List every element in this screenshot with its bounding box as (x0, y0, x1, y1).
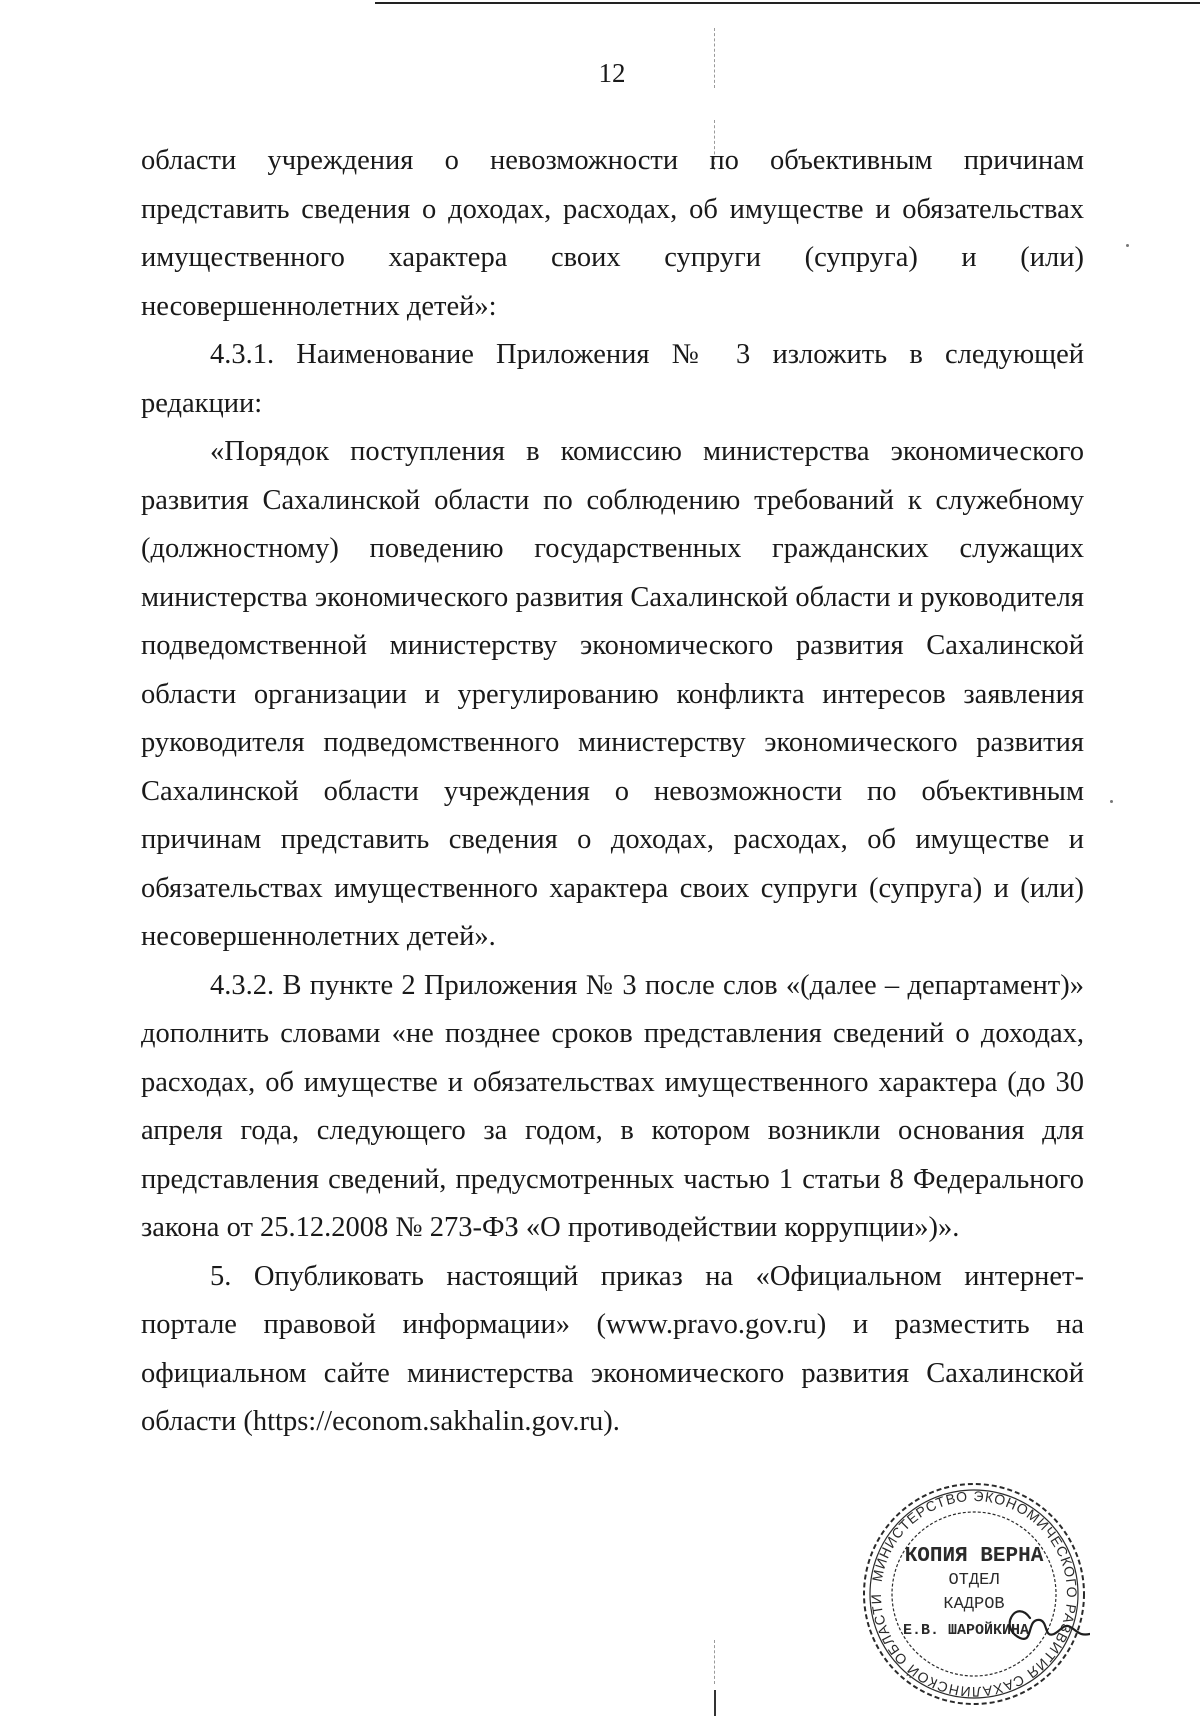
fold-mark (714, 1690, 716, 1716)
paragraph-continuation: области учреждения о невозможности по объективным причинам представить сведения о доходах, расходах, об имуществе и обязательствах имущественного характера своих супруги (супруга) и (или) несовершеннолетних детей»: (141, 145, 1084, 322)
copy-certified-stamp (858, 1478, 1090, 1710)
paragraph-5: 5. Опубликовать настоящий приказ на «Официальном интернет-портале правовой информации» (www.pravo.gov.ru) и разместить на официальном сайте министерства экономического развития Сахалинской области (https://econom.sakhalin.gov.ru). (141, 1260, 1084, 1437)
stamp-ring-text: МИНИСТЕРСТВО ЭКОНОМИЧЕСКОГО РАЗВИТИЯ САХАЛИНСКОЙ ОБЛАСТИ (867, 1487, 1081, 1701)
paragraph-quoted-title: «Порядок поступления в комиссию министерства экономического развития Сахалинской области по соблюдению требований к служебному (должностному) поведению государственных гражданских служащих министерства экономического развития Сахалинской области и руководителя подведомственной министерству экономического развития Сахалинской области организации и урегулированию конфликта интересов заявления руководителя подведомственного министерству экономического развития Сахалинской области учреждения о невозможности по объективным причинам представить сведения о доходах, расходах, об имуществе и обязательствах имущественного характера своих супруги (супруга) и (или) несовершеннолетних детей». (141, 436, 1084, 952)
document-body (141, 137, 1084, 1447)
stamp-department: ОТДЕЛ (948, 1571, 1000, 1590)
scan-speck (1110, 800, 1113, 803)
page-number: 12 (598, 58, 626, 88)
stamp-personnel: КАДРОВ (943, 1595, 1005, 1614)
scan-top-edge-line (375, 2, 1200, 4)
stamp-officer-name: Е.В. ШАРОЙКИНА (902, 1622, 1030, 1639)
paragraph-4-3-2: 4.3.2. В пункте 2 Приложения № 3 после слов «(далее – департамент)» дополнить словами «не позднее сроков представления сведений о доходах, расходах, об имуществе и обязательствах имущественного характера (до 30 апреля года, следующего за годом, в котором возникли основания для представления сведений, предусмотренных частью 1 статьи 8 Федерального закона от 25.12.2008 № 273-ФЗ «О противодействии коррупции»)». (141, 969, 1084, 1243)
scan-speck (1126, 244, 1129, 247)
paragraph-4-3-1: 4.3.1. Наименование Приложения № 3 изложить в следующей редакции: (141, 339, 1084, 419)
fold-mark (714, 1640, 715, 1684)
stamp-copy-certified: КОПИЯ ВЕРНА (904, 1545, 1044, 1568)
